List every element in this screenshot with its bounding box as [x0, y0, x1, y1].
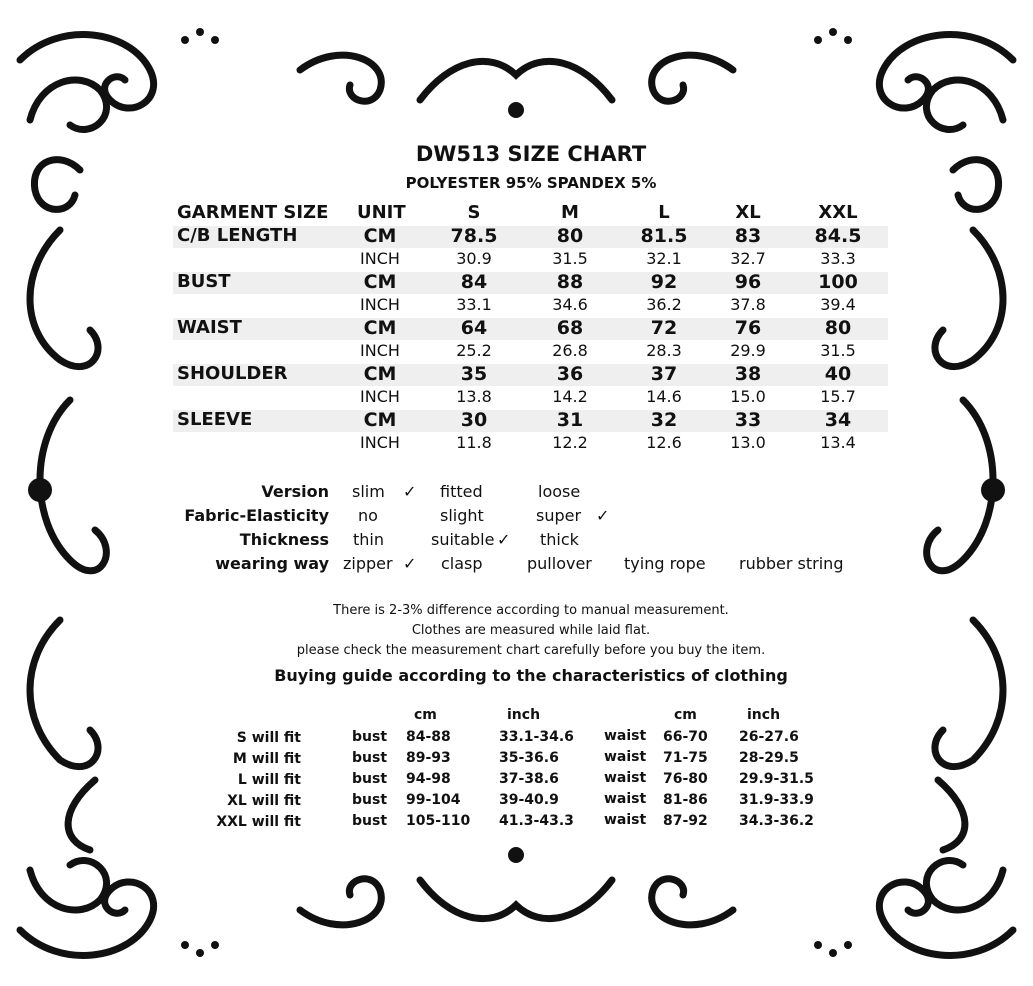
cm-value: 92	[650, 271, 678, 293]
size-header-xxl: XXL	[818, 202, 858, 223]
unit-inch: INCH	[360, 249, 400, 268]
guide-bust-label: bust	[352, 729, 388, 745]
guide-fit-label: S will fit	[236, 730, 301, 746]
guide-waist-cm: 76-80	[663, 771, 708, 787]
attribute-option: thin	[353, 530, 384, 549]
guide-waist-label: waist	[604, 770, 647, 786]
inch-value: 29.9	[730, 341, 766, 360]
unit-inch: INCH	[360, 341, 400, 360]
inch-value: 26.8	[552, 341, 588, 360]
guide-fit-label: M will fit	[232, 751, 301, 767]
guide-waist-inch: 34.3-36.2	[739, 813, 814, 829]
guide-waist-inch: 29.9-31.5	[739, 771, 814, 787]
cm-value: 38	[734, 363, 762, 385]
measurement-label: BUST	[177, 271, 231, 292]
inch-value: 13.4	[820, 433, 856, 452]
cm-value: 34	[824, 409, 852, 431]
attribute-label: wearing way	[215, 554, 329, 573]
header-garment-size: GARMENT SIZE	[177, 202, 329, 223]
inch-value: 39.4	[820, 295, 856, 314]
cm-value: 84.5	[814, 225, 862, 247]
inch-value: 32.7	[730, 249, 766, 268]
attribute-option: rubber string	[739, 554, 844, 573]
attribute-label: Version	[261, 482, 329, 501]
measurement-label: C/B LENGTH	[177, 225, 298, 246]
guide-bust-label: bust	[352, 750, 388, 766]
attribute-option: slim	[352, 482, 385, 501]
guide-waist-cm: 87-92	[663, 813, 708, 829]
unit-inch: INCH	[360, 433, 400, 452]
guide-bust-inch: 37-38.6	[499, 771, 559, 787]
guide-bust-cm: 84-88	[406, 729, 451, 745]
cm-value: 35	[460, 363, 488, 385]
guide-bust-label: bust	[352, 813, 388, 829]
guide-fit-label: XXL will fit	[216, 814, 301, 830]
inch-value: 12.6	[646, 433, 682, 452]
guide-waist-cm: 71-75	[663, 750, 708, 766]
cm-value: 33	[734, 409, 762, 431]
cm-value: 78.5	[450, 225, 498, 247]
inch-value: 28.3	[646, 341, 682, 360]
attribute-label: Thickness	[239, 530, 329, 549]
guide-bust-cm: 89-93	[406, 750, 451, 766]
inch-value: 31.5	[820, 341, 856, 360]
attribute-option: no	[358, 506, 378, 525]
inch-value: 15.0	[730, 387, 766, 406]
inch-value: 33.3	[820, 249, 856, 268]
size-header-s: S	[467, 202, 481, 223]
inch-value: 32.1	[646, 249, 682, 268]
guide-header-cm: cm	[674, 707, 697, 723]
guide-waist-inch: 31.9-33.9	[739, 792, 814, 808]
chart-title: DW513 SIZE CHART	[415, 142, 647, 166]
cm-value: 81.5	[640, 225, 688, 247]
inch-value: 13.8	[456, 387, 492, 406]
inch-value: 15.7	[820, 387, 856, 406]
cm-value: 100	[818, 271, 858, 293]
unit-cm: CM	[363, 409, 397, 431]
size-header-l: L	[658, 202, 670, 223]
measurement-label: SLEEVE	[177, 409, 253, 430]
inch-value: 30.9	[456, 249, 492, 268]
cm-value: 96	[734, 271, 762, 293]
cm-value: 80	[824, 317, 852, 339]
attribute-option: fitted	[440, 482, 483, 501]
inch-value: 12.2	[552, 433, 588, 452]
cm-value: 64	[460, 317, 488, 339]
attribute-option: pullover	[527, 554, 592, 573]
guide-waist-cm: 81-86	[663, 792, 708, 808]
check-mark-icon: ✓	[403, 554, 417, 573]
check-mark-icon: ✓	[596, 506, 610, 525]
attribute-option: suitable	[431, 530, 495, 549]
size-header-m: M	[561, 202, 579, 223]
check-mark-icon: ✓	[403, 482, 417, 501]
note-line: There is 2-3% difference according to manual measurement.	[333, 603, 729, 618]
guide-bust-inch: 35-36.6	[499, 750, 559, 766]
inch-value: 37.8	[730, 295, 766, 314]
guide-waist-label: waist	[604, 749, 647, 765]
guide-header-inch: inch	[747, 707, 781, 723]
unit-cm: CM	[363, 271, 397, 293]
size-header-xl: XL	[735, 202, 761, 223]
guide-bust-inch: 39-40.9	[499, 792, 559, 808]
cm-value: 30	[460, 409, 488, 431]
cm-value: 80	[556, 225, 584, 247]
measurement-label: SHOULDER	[177, 363, 288, 384]
inch-value: 11.8	[456, 433, 492, 452]
attribute-option: zipper	[343, 554, 393, 573]
inch-value: 36.2	[646, 295, 682, 314]
cm-value: 31	[556, 409, 584, 431]
guide-fit-label: L will fit	[237, 772, 301, 788]
inch-value: 33.1	[456, 295, 492, 314]
guide-waist-label: waist	[604, 812, 647, 828]
guide-header-cm: cm	[414, 707, 437, 723]
guide-bust-label: bust	[352, 771, 388, 787]
guide-header-inch: inch	[507, 707, 541, 723]
cm-value: 36	[556, 363, 584, 385]
attribute-option: clasp	[441, 554, 483, 573]
cm-value: 72	[650, 317, 678, 339]
measurement-label: WAIST	[177, 317, 242, 338]
header-unit: UNIT	[357, 202, 406, 223]
attribute-option: super	[536, 506, 582, 525]
guide-bust-inch: 33.1-34.6	[499, 729, 574, 745]
cm-value: 83	[734, 225, 762, 247]
unit-cm: CM	[363, 225, 397, 247]
guide-bust-inch: 41.3-43.3	[499, 813, 574, 829]
cm-value: 68	[556, 317, 584, 339]
attribute-option: slight	[440, 506, 484, 525]
inch-value: 14.2	[552, 387, 588, 406]
material-subtitle: POLYESTER 95% SPANDEX 5%	[405, 174, 657, 192]
check-mark-icon: ✓	[497, 530, 511, 549]
guide-waist-inch: 28-29.5	[739, 750, 799, 766]
cm-value: 88	[556, 271, 584, 293]
unit-cm: CM	[363, 317, 397, 339]
guide-bust-cm: 94-98	[406, 771, 451, 787]
guide-waist-label: waist	[604, 728, 647, 744]
cm-value: 32	[650, 409, 678, 431]
attribute-label: Fabric-Elasticity	[184, 506, 329, 525]
guide-bust-label: bust	[352, 792, 388, 808]
note-line: Clothes are measured while laid flat.	[411, 623, 651, 638]
attribute-option: tying rope	[624, 554, 706, 573]
inch-value: 31.5	[552, 249, 588, 268]
inch-value: 34.6	[552, 295, 588, 314]
cm-value: 76	[734, 317, 762, 339]
attribute-option: loose	[538, 482, 581, 501]
guide-waist-inch: 26-27.6	[739, 729, 799, 745]
cm-value: 40	[824, 363, 852, 385]
guide-bust-cm: 105-110	[406, 813, 471, 829]
guide-fit-label: XL will fit	[227, 793, 301, 809]
note-line: please check the measurement chart carefully before you buy the item.	[296, 643, 766, 658]
cm-value: 84	[460, 271, 488, 293]
cm-value: 37	[650, 363, 678, 385]
guide-waist-label: waist	[604, 791, 647, 807]
unit-inch: INCH	[360, 387, 400, 406]
unit-inch: INCH	[360, 295, 400, 314]
unit-cm: CM	[363, 363, 397, 385]
inch-value: 25.2	[456, 341, 492, 360]
attribute-option: thick	[540, 530, 579, 549]
inch-value: 13.0	[730, 433, 766, 452]
guide-waist-cm: 66-70	[663, 729, 708, 745]
guide-bust-cm: 99-104	[406, 792, 461, 808]
inch-value: 14.6	[646, 387, 682, 406]
buying-guide-title: Buying guide according to the characteristics of clothing	[274, 666, 788, 685]
